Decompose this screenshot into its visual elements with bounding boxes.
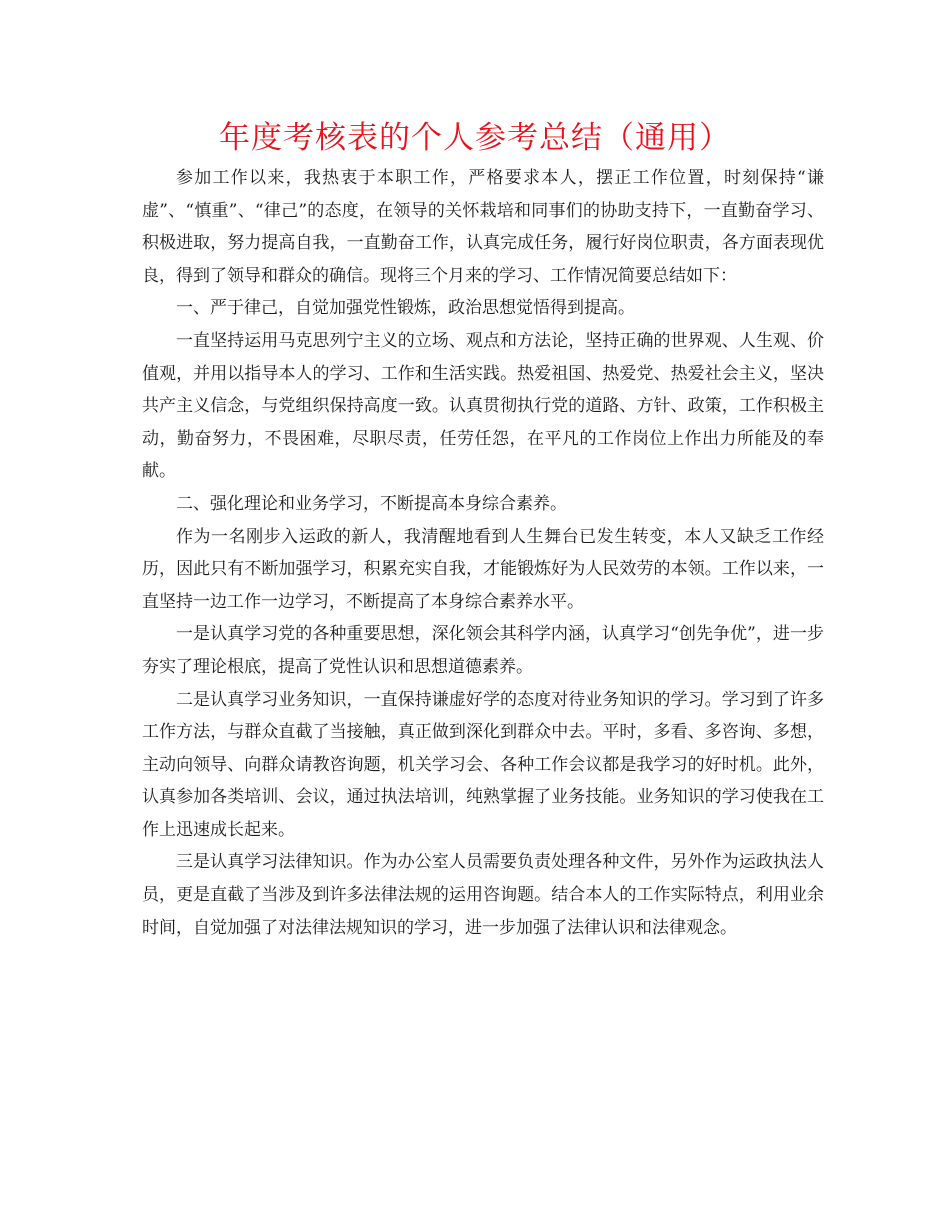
paragraph-section-2: 作为一名刚步入运政的新人，我清醒地看到人生舞台已发生转变，本人又缺乏工作经历，因此只有不断加强学习，积累充实自我，才能锻炼好为人民效劳的本领。工作以来，一直坚持一边工作一边学习，不断提高了本身综合素养水平。	[142, 526, 824, 612]
document-body	[142, 162, 824, 944]
paragraph-point-1: 一是认真学习党的各种重要思想，深化领会其科学内涵，认真学习“创先争优”，进一步夯实了理论根底，提高了党性认识和思想道德素养。	[142, 624, 824, 677]
paragraph-point-3: 三是认真学习法律知识。作为办公室人员需要负责处理各种文件，另外作为运政执法人员，更是直截了当涉及到许多法律法规的运用咨询题。结合本人的工作实际特点，利用业余时间，自觉加强了对法律法规知识的学习，进一步加强了法律认识和法律观念。	[142, 852, 824, 938]
paragraph-section-1: 一直坚持运用马克思列宁主义的立场、观点和方法论，坚持正确的世界观、人生观、价值观，并用以指导本人的学习、工作和生活实践。热爱祖国、热爱党、热爱社会主义，坚决共产主义信念，与党组织保持高度一致。认真贯彻执行党的道路、方针、政策，工作积极主动，勤奋努力，不畏困难，尽职尽责，任劳任怨，在平凡的工作岗位上作出力所能及的奉献。	[142, 330, 824, 482]
section-heading-1: 一、严于律己，自觉加强党性锻炼，政治思想觉悟得到提高。	[176, 298, 635, 319]
document-title: 年度考核表的个人参考总结（通用）	[219, 120, 731, 156]
paragraph-point-2: 二是认真学习业务知识，一直保持谦虚好学的态度对待业务知识的学习。学习到了许多工作方法，与群众直截了当接触，真正做到深化到群众中去。平时，多看、多咨询、多想，主动向领导、向群众请教咨询题，机关学习会、各种工作会议都是我学习的好时机。此外，认真参加各类培训、会议，通过执法培训，纯熟掌握了业务技能。业务知识的学习使我在工作上迅速成长起来。	[142, 689, 824, 840]
section-heading-2: 二、强化理论和业务学习，不断提高本身综合素养。	[176, 493, 567, 514]
paragraph-intro: 参加工作以来，我热衷于本职工作，严格要求本人，摆正工作位置，时刻保持“谦虚”、“慎重”、“律己”的态度，在领导的关怀栽培和同事们的协助支持下，一直勤奋学习、积极进取，努力提高自我，一直勤奋工作，认真完成任务，履行好岗位职责，各方面表现优良，得到了领导和群众的确信。现将三个月来的学习、工作情况简要总结如下：	[142, 168, 824, 286]
